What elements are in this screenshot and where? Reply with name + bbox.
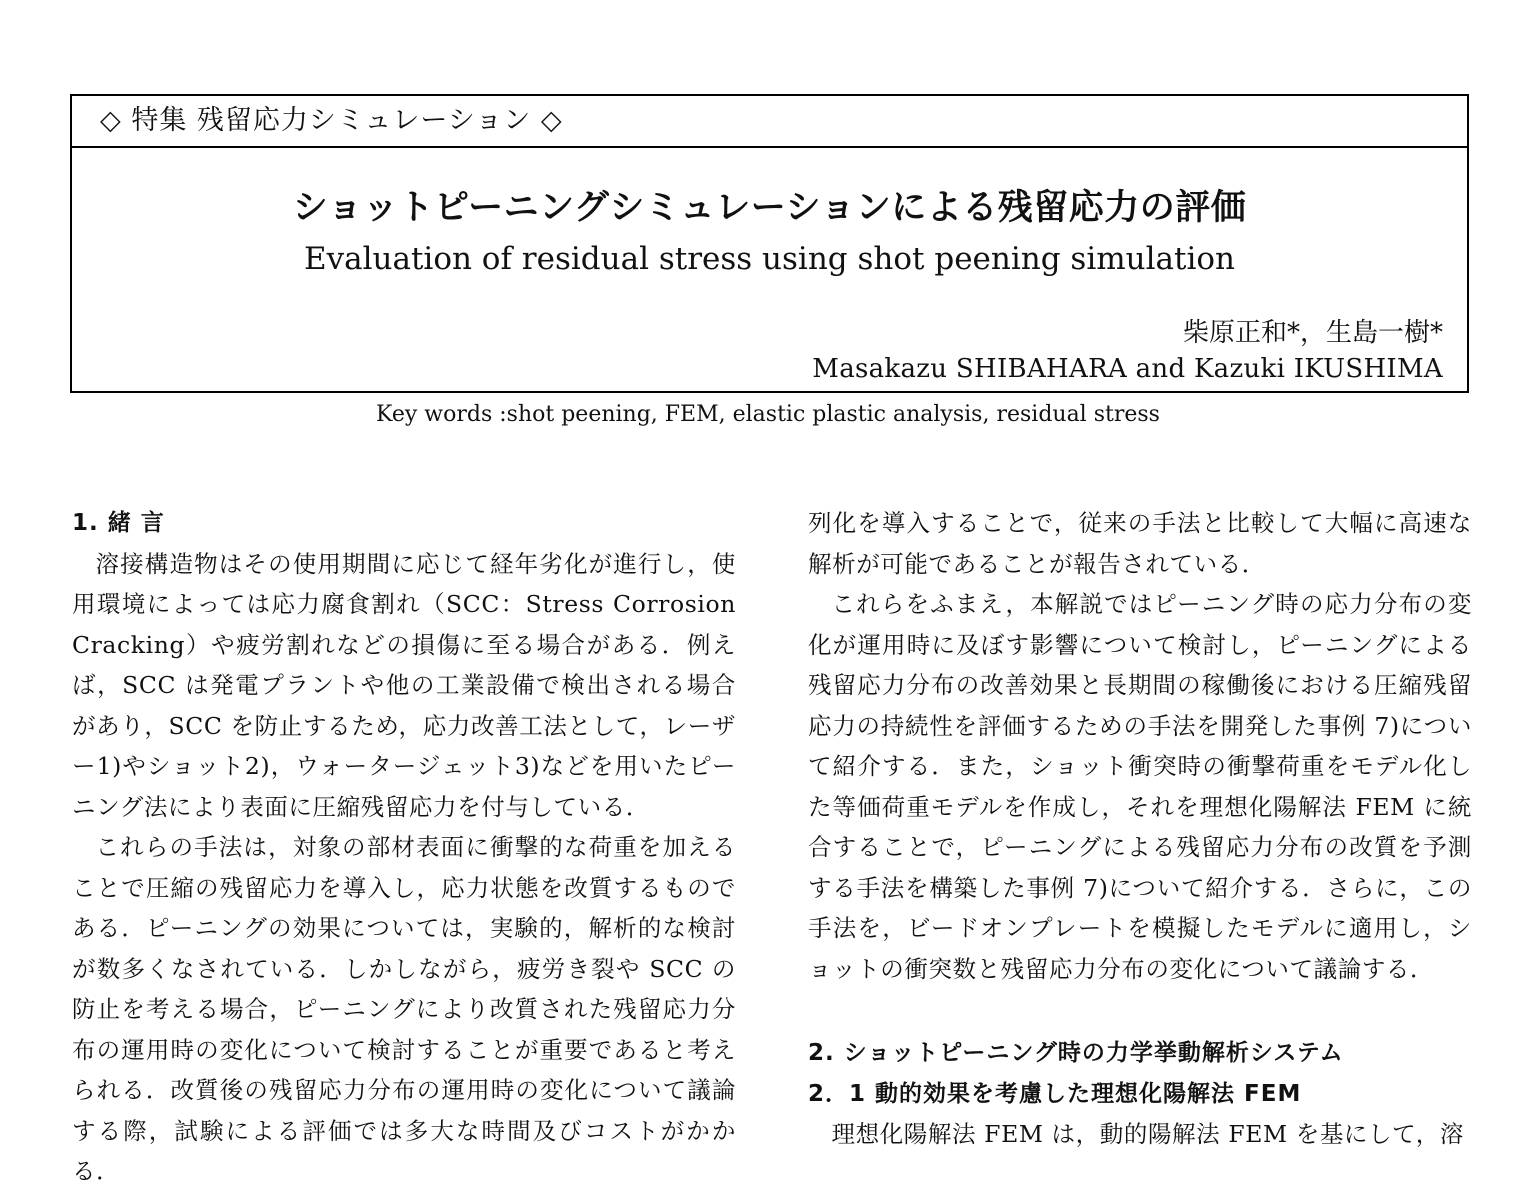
article-header-box	[70, 94, 1469, 393]
paragraph: 列化を導入することで，従来の手法と比較して大幅に高速な解析が可能であることが報告されている．	[808, 509, 1472, 578]
paragraph: これらをふまえ，本解説ではピーニング時の応力分布の変化が運用時に及ぼす影響について検討し，ピーニングによる残留応力分布の改善効果と長期間の稼働後における圧縮残留応力の持続性を評価するための手法を開発した事例 7)について紹介する．また，ショット衝突時の衝撃荷重をモデル化した等価荷重モデルを作成し，それを理想化陽解法 FEM に統合することで，ピーニングによる残留応力分布の改質を予測する手法を構築した事例 7)について紹介する．さらに，この手法を，ビードオンプレートを模擬したモデルに適用し，ショットの衝突数と残留応力分布の変化について議論する．	[808, 590, 1472, 983]
paragraph: これらの手法は，対象の部材表面に衝撃的な荷重を加えることで圧縮の残留応力を導入し，応力状態を改質するものである．ピーニングの効果については，実験的，解析的な検討が数多くなされている．しかしながら，疲労き裂や SCC の防止を考える場合，ピーニングにより改質された残留応力分布の運用時の変化について検討することが重要であると考えられる．改質後の残留応力分布の運用時の変化について議論する際，試験による評価では多大な時間及びコストがかかる．	[72, 833, 736, 1185]
section-heading-2: 2. ショットピーニング時の力学挙動解析システム	[808, 1040, 1344, 1066]
authors-english: Masakazu SHIBAHARA and Kazuki IKUSHIMA	[812, 354, 1443, 384]
left-column	[72, 503, 736, 1192]
right-column	[808, 503, 1472, 1155]
article-title-japanese: ショットピーニングシミュレーションによる残留応力の評価	[292, 188, 1247, 228]
keywords-line: Key words :shot peening, FEM, elastic plastic analysis, residual stress	[376, 402, 1160, 427]
section-heading-2-1: 2．1 動的効果を考慮した理想化陽解法 FEM	[808, 1080, 1302, 1107]
section-heading-introduction: 1. 緒 言	[72, 510, 165, 536]
paragraph: 理想化陽解法 FEM は，動的陽解法 FEM を基にして，溶	[831, 1120, 1464, 1148]
special-feature-band: ◇ 特集 残留応力シミュレーション ◇	[72, 96, 1467, 148]
section-spacer	[808, 989, 1472, 1033]
authors-japanese: 柴原正和*，生島一樹*	[1182, 318, 1443, 348]
paragraph: 溶接構造物はその使用期間に応じて経年劣化が進行し，使用環境によっては応力腐食割れ（SCC：Stress Corrosion Cracking）や疲労割れなどの損傷に至る場合がある．例えば，SCC は発電プラントや他の工業設備で検出される場合があり，SCC を防止するため，応力改善工法として，レーザー1)やショット2)，ウォータージェット3)などを用いたピーニング法により表面に圧縮残留応力を付与している．	[72, 549, 736, 821]
article-title-english: Evaluation of residual stress using shot peening simulation	[303, 241, 1236, 277]
